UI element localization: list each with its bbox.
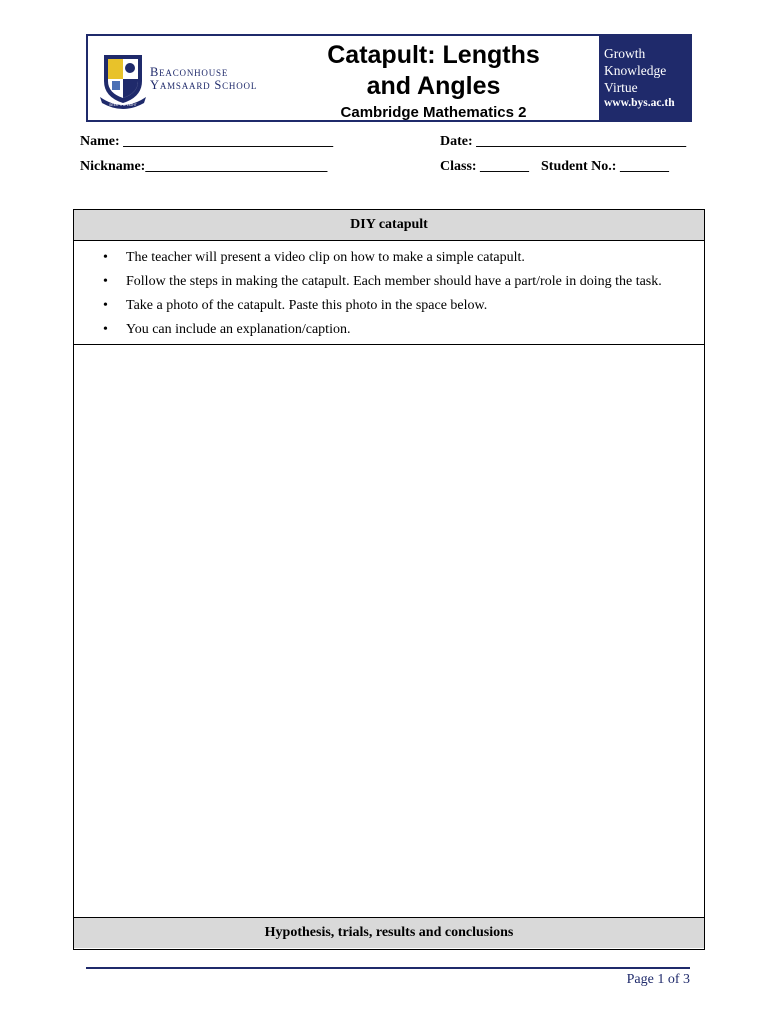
document-subtitle: Cambridge Mathematics 2 [340,104,527,121]
document-header [86,34,692,122]
list-item [74,318,704,342]
instruction-text: The teacher will present a video clip on how to make a simple catapult. [126,250,525,265]
page-number: Page 1 of 3 [626,972,690,987]
motto-box [599,36,690,120]
instruction-text: Take a photo of the catapult. Paste this photo in the space below. [126,298,488,313]
school-name-line2: Yamsaard School [150,78,258,92]
document-title [268,40,599,102]
bullet-icon: • [103,250,108,265]
student-no-field[interactable]: Student No.: _______ [541,159,669,174]
class-field[interactable]: Class: _______ [440,159,530,174]
title-line1: Catapult: Lengths [327,41,540,69]
photo-paste-area[interactable] [74,345,704,918]
crest-motto: SEEK THE LIGHT [109,103,137,107]
motto-virtue: Virtue [604,80,638,95]
instruction-text: You can include an explanation/caption. [126,322,351,337]
instruction-text: Follow the steps in making the catapult. Each member should have a part/role in doing the task. [126,274,662,289]
school-name-line1: Beaconhouse [150,65,229,79]
motto-growth: Growth [604,46,646,61]
footer-divider [86,967,690,969]
list-item [74,294,704,318]
bullet-icon: • [103,298,108,313]
instructions-list [74,241,704,345]
nickname-field[interactable]: Nickname:__________________________ [80,159,328,174]
list-item [74,270,704,294]
title-area [268,36,599,120]
school-website: www.bys.ac.th [604,97,675,109]
section-hypothesis-header: Hypothesis, trials, results and conclusions [74,918,704,948]
section-diy-catapult-header: DIY catapult [74,210,704,241]
name-field[interactable]: Name: ______________________________ [80,134,334,149]
school-logo [88,36,268,120]
activity-table [73,209,705,950]
title-line2: and Angles [366,72,501,100]
date-field[interactable]: Date: ______________________________ [440,134,687,149]
bullet-icon: • [103,274,108,289]
school-name [150,66,257,92]
school-crest-icon [98,51,148,109]
bullet-icon: • [103,322,108,337]
list-item [74,246,704,270]
motto-knowledge: Knowledge [604,63,667,78]
